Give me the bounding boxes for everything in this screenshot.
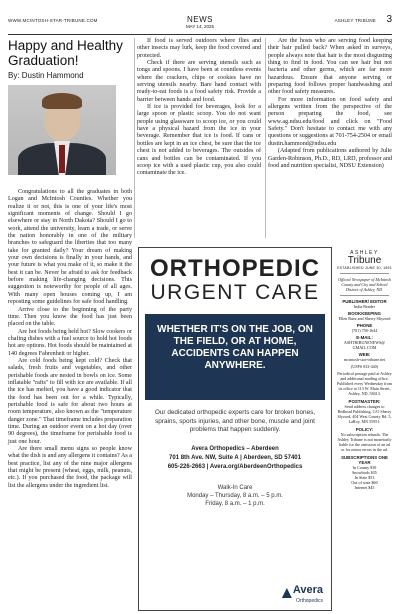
paper-name: ASHLEY TRIBUNE [334, 18, 376, 23]
staff-masthead [337, 250, 392, 611]
author-photo [8, 85, 116, 175]
avera-logo [282, 580, 323, 604]
subscription-rate: In County $39 [352, 465, 377, 470]
column-divider [134, 38, 135, 238]
paragraph: (Adapted from publications authored by Julie Garden-Robinson, Ph.D., RD, LRD, professor and food and nutrition specialist, NDSU Extension) [268, 148, 392, 169]
paragraph: For more information on food safety and allergens written from the perspective of the person preparing the food, see www.ag.ndsu.edu/food and click on "Food Safety." Don't hesitate to contact me with any questions or suggestions at 701-754-2504 or email dustin.hammond@ndsu.edu [268, 96, 392, 147]
email-address[interactable]: ASHTRIBUNENEWS@ GMAIL.COM [343, 340, 386, 350]
policy-label: POLICY: [355, 427, 374, 432]
ad-hours-weekday: Monday – Thursday, 8 a.m. – 5 p.m. [187, 492, 283, 499]
ad-address: 701 8th Ave. NW, Suite A | Aberdeen, SD 57401 [169, 454, 301, 461]
bookkeeping-names: Ellen Ruez and Sherry Sliyzord [338, 316, 391, 321]
subscription-rate: Out of state $60 [351, 480, 378, 485]
paragraph: If food is served outdoors where flies and other insects may lurk, keep the food covered and protected. [137, 38, 261, 59]
orthopedic-ad[interactable] [138, 247, 332, 611]
subscriptions-label: SUBSCRIPTIONS ONE YEAR [341, 455, 388, 465]
header-rule [8, 34, 392, 35]
paragraph: If ice is provided for beverages, look for a large spoon or plastic scoop. You do not want people using glassware to scoop ice, or you could have a physical hazard from the ice in your beverage. Remember that ice is food. If cans or bottles are kept in an ice chest, be sure that the ice chest is not added to beverages. The outsides of cans and bottles can be contaminated. If you scoop ice with a used plastic cup, you also could contaminate the ice. [137, 104, 261, 177]
paragraph: Check if there are serving utensils such as tongs and spoons. I have been at countless events where the crackers, chips or cookies have no serving utensils nearby. Bare hand contact with ready-to-eat foods is a food safety risk. Provide a barrier between hands and food. [137, 60, 261, 103]
ad-contact[interactable]: 605-226-2663 | Avera.org/AberdeenOrthopedics [167, 463, 303, 470]
ad-hours-friday: Friday, 8 a.m. – 1 p.m. [205, 500, 265, 507]
phone-label: PHONE [356, 323, 373, 328]
issue-date: MAY 14, 2025 [185, 24, 215, 29]
page-header [8, 16, 392, 32]
article-headline: Happy and Healthy Graduation! [8, 38, 123, 68]
ad-hours-block [139, 484, 331, 508]
periodical-note: Periodical postage paid at Ashley and additional mailing office. Published every Wednesday from its office at 113 W. Main Street, Ashley, ND, 58413. [337, 371, 392, 396]
masthead-established: ESTABLISHED JUNE 30, 1891 [337, 266, 392, 270]
article-body-col1 [8, 189, 132, 490]
article-column-2 [137, 38, 261, 178]
article-column-3 [268, 38, 392, 170]
postmaster-note: Send address changes to Redhead Publishing, C/O Sherry Slyzord, 404 West County Rd. 5, LaRoy, MN 55951. [337, 404, 392, 424]
email-label: E-MAIL: [356, 335, 373, 340]
usps-number: (USPS 033-440) [350, 364, 379, 369]
section-name: NEWS [187, 15, 213, 24]
web-label: WEB: [358, 352, 371, 357]
column-divider [265, 38, 266, 238]
publisher-name: India Bender [353, 304, 376, 309]
subscription-rate: Internet $45 [354, 485, 375, 490]
ad-tagline-panel [145, 314, 325, 400]
page-number: 3 [386, 14, 392, 25]
avera-logo-icon [282, 588, 292, 598]
bookkeeping-label: BOOKKEEPING [348, 311, 381, 316]
paragraph: Arrive close to the beginning of the party time. Then you know the food has just been placed on the table. [8, 306, 132, 328]
subscription-rate: Snowbirds $35 [352, 470, 377, 475]
postmaster-label: POSTMASTER: [348, 399, 381, 404]
paragraph: Congratulations to all the graduates in both Logan and McIntosh Counties. Whether you realize it or not, this is one of your life's most significant moments of change. Should I go elsewhere or stay in North Dakota? Should I go to work, attend the university, learn a trade, or serve the nation honorably in one of the military branches to safeguard the liberties that too many take for granted daily? Your dream of making your own decisions is finally in your hands, and your future is what you make of it, so make it the best it can be. Never be afraid to ask for feedback before making life-changing decisions. This suggestion is noteworthy for people of all ages. With many open houses coming up, I am reposting some guidelines for safe food handling. [8, 189, 132, 306]
phone-number: (701) 758-1644 [351, 328, 378, 333]
masthead-top: ASHLEY [350, 250, 379, 256]
paragraph: Are cold foods being kept cold? Check that salads, fresh fruits and vegetables, and other perishable foods are nested in bowls on ice. Some inflatable "rafts" to fill with ice are available. If all the ice has melted, you have a good indicator that the food has been out for a while. Typically, perishable food is safe for about two hours at room temperature, also known as the "temperature danger zone." That timeframe includes preparation time. During an outdoor event on a hot day (over 90 degrees), the timeframe for perishable food is just one hour. [8, 357, 132, 445]
ad-title-secondary: URGENT CARE [150, 281, 320, 304]
policy-note: No subscription refunds. The Ashley Tribune is not monetarily liable for the omission of an ad or for minor errors in the ad. [337, 432, 392, 452]
site-url[interactable]: WWW.MCINTOSH-STAR-TRIBUNE.COM [8, 18, 98, 23]
paragraph: Are hot foods being held hot? Slow cookers or chafing dishes with a fuel source to hold hot foods hot are options. Hot foods should be maintained at 140 degrees Fahrenheit or higher. [8, 328, 132, 357]
logo-name: Avera [292, 584, 323, 596]
ad-address-block [139, 445, 331, 472]
masthead-official: Official Newspaper of McIntosh County and City and School District of Ashley, ND. [338, 277, 391, 292]
publisher-label: PUBLISHER/ EDITOR [342, 299, 387, 304]
paragraph: Are there small menu signs so people know what the dish is and any allergens it contains? As a best practice, list any of the nine major allergens that might be present (wheat, eggs, milk, peanuts, etc.). If you purchased the food, the package will list the allergens under the ingredient list. [8, 446, 132, 489]
ad-tagline: WHETHER IT'S ON THE JOB, ON THE FIELD, OR AT HOME, ACCIDENTS CAN HAPPEN ANYWHERE. [157, 324, 313, 371]
subscription-rate: In State $53 [354, 475, 375, 480]
article-body-col3 [268, 38, 392, 170]
article-body-col2 [137, 38, 261, 178]
article-byline: By: Dustin Hammond [8, 71, 84, 80]
logo-sub: Orthopedics [296, 598, 323, 604]
ad-clinic-name: Avera Orthopedics – Aberdeen [191, 445, 279, 452]
ad-walkin: Walk-In Care [217, 484, 253, 491]
paragraph: Are the hosts who are serving food keeping their hair pulled back? When asked in surveys, people always note that hair is the most disgusting thing to find in food. You can see hair but not bacteria and other germs, which are far more hazardous. Ensure that anyone serving or preparing food follows proper handwashing and other food safety measures. [268, 38, 392, 96]
ad-title-primary: ORTHOPEDIC [149, 255, 320, 282]
masthead-name: Tribune [347, 255, 382, 266]
article-column-1 [8, 38, 132, 490]
web-address[interactable]: mcintosh-star-tribune.net [343, 357, 386, 362]
ad-blurb: Our dedicated orthopedic experts care for broken bones, sprains, sports injuries, and other bone, muscle and joint problems that happen suddenly. [154, 409, 316, 433]
